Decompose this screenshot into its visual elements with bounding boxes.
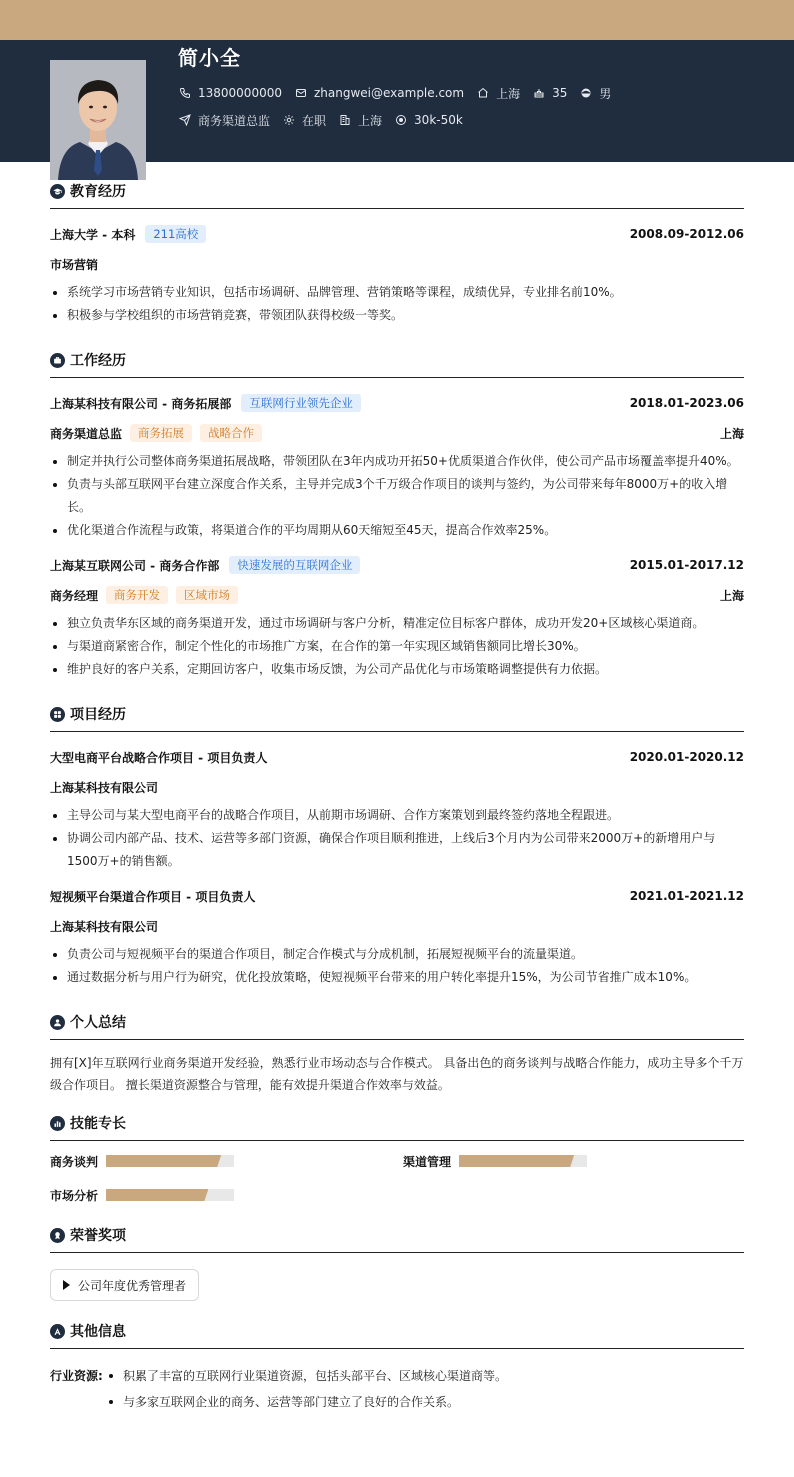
entry-header-row <box>50 748 744 766</box>
list-item: 积累了丰富的互联网行业渠道资源，包括头部平台、区域核心渠道商等。 <box>106 1363 507 1389</box>
list-item: 优化渠道合作流程与政策，将渠道合作的平均周期从60天缩短至45天，提高合作效率25%。 <box>50 519 744 542</box>
list-item: 主导公司与某大型电商平台的战略合作项目，从前期市场调研、合作方案策划到最终签约落地全程跟进。 <box>50 804 744 827</box>
other-header <box>50 1321 744 1349</box>
award-text: 公司年度优秀管理者 <box>78 1278 187 1293</box>
salary-text: 30k-50k <box>414 113 463 127</box>
entry-header-row <box>50 225 744 243</box>
letter-a-icon <box>50 1324 65 1339</box>
awards-header <box>50 1225 744 1253</box>
school-tag: 211高校 <box>145 225 206 243</box>
gender-info <box>579 85 611 102</box>
project-name: 短视频平台渠道合作项目 - 项目负责人 <box>50 889 256 904</box>
section-title: 技能专长 <box>70 1116 126 1132</box>
role-tag: 区域市场 <box>176 586 238 604</box>
project-org: 上海某科技有限公司 <box>50 780 159 795</box>
role-tag: 商务开发 <box>106 586 168 604</box>
list-item: 与多家互联网企业的商务、运营等部门建立了良好的合作关系。 <box>106 1389 507 1415</box>
summary-section <box>50 1012 744 1096</box>
entry-city: 上海 <box>719 426 744 441</box>
list-item: 通过数据分析与用户行为研究，优化投放策略，使短视频平台带来的用户转化率提升15%，为公司节省推广成本10%。 <box>50 966 744 989</box>
skills-grid <box>50 1151 744 1205</box>
email-info <box>294 86 464 100</box>
list-item: 系统学习市场营销专业知识，包括市场调研、品牌管理、营销策略等课程，成绩优异，专业排名前10%。 <box>50 281 744 304</box>
project-name: 大型电商平台战略合作项目 - 项目负责人 <box>50 750 268 765</box>
entry-header-row <box>50 394 744 412</box>
other-bullets <box>106 1363 507 1415</box>
skill-bar-fill <box>106 1189 208 1201</box>
send-icon <box>178 113 192 127</box>
section-title: 教育经历 <box>70 184 126 200</box>
resume-body <box>50 162 744 1415</box>
contact-row <box>178 84 623 102</box>
entry-bullets <box>50 804 744 873</box>
award-icon <box>50 1228 65 1243</box>
list-item: 负责公司与短视频平台的渠道合作项目，制定合作模式与分成机制，拓展短视频平台的流量渠道。 <box>50 943 744 966</box>
skill-bar <box>106 1155 234 1167</box>
list-item: 制定并执行公司整体商务渠道拓展战略，带领团队在3年内成功开拓50+优质渠道合作伙伴，使公司产品市场覆盖率提升40%。 <box>50 450 744 473</box>
briefcase-icon <box>50 353 65 368</box>
entry-bullets <box>50 450 744 542</box>
age-info <box>532 86 567 100</box>
entry-header-row <box>50 887 744 905</box>
skill-bar-fill <box>459 1155 574 1167</box>
email-text[interactable]: zhangwei@example.com <box>313 86 465 100</box>
list-item: 协调公司内部产品、技术、运营等多部门资源，确保合作项目顺利推进，上线后3个月内为公司带来2000万+的新增用户与1500万+的销售额。 <box>50 827 744 873</box>
user-icon <box>50 1015 65 1030</box>
school-name: 上海大学 - 本科 <box>50 227 136 242</box>
entry-bullets <box>50 281 744 327</box>
skill-item <box>50 1151 403 1171</box>
top-accent-band <box>0 0 794 40</box>
gender-icon <box>579 86 593 100</box>
project-org: 上海某科技有限公司 <box>50 919 159 934</box>
city-info <box>338 112 382 129</box>
summary-header <box>50 1012 744 1040</box>
list-item: 积极参与学校组织的市场营销竞赛，带领团队获得校级一等奖。 <box>50 304 744 327</box>
entry-sub-row <box>50 778 744 796</box>
other-info <box>50 1363 744 1415</box>
skill-name: 渠道管理 <box>403 1154 452 1169</box>
position-text: 商务渠道总监 <box>198 113 271 128</box>
list-item: 与渠道商紧密合作，制定个性化的市场推广方案，在合作的第一年实现区域销售额同比增长30%。 <box>50 635 744 658</box>
company-name: 上海某科技有限公司 - 商务拓展部 <box>50 396 232 411</box>
skills-section <box>50 1113 744 1205</box>
location-info <box>476 85 520 102</box>
building-icon <box>338 113 352 127</box>
entry-date: 2021.01-2021.12 <box>629 889 744 903</box>
section-title: 其他信息 <box>70 1324 126 1340</box>
age-text: 35 <box>552 86 568 100</box>
work-header <box>50 350 744 378</box>
entry-sub-row <box>50 586 744 604</box>
skill-item <box>403 1151 744 1171</box>
project-entry <box>50 748 744 873</box>
entry-sub-row <box>50 424 744 442</box>
major-name: 市场营销 <box>50 257 99 272</box>
skill-item <box>50 1185 403 1205</box>
entry-bullets <box>50 943 744 989</box>
job-intent-row <box>178 111 475 129</box>
work-section <box>50 350 744 681</box>
project-entry <box>50 887 744 989</box>
company-tag: 互联网行业领先企业 <box>241 394 361 412</box>
section-title: 工作经历 <box>70 353 126 369</box>
entry-bullets <box>50 612 744 681</box>
salary-info <box>394 113 463 127</box>
section-title: 荣誉奖项 <box>70 1228 126 1244</box>
skill-bar-fill <box>106 1155 221 1167</box>
location-text: 上海 <box>496 86 521 101</box>
profile-header <box>0 40 794 162</box>
position-info <box>178 112 270 129</box>
role-tag: 战略合作 <box>200 424 262 442</box>
entry-city: 上海 <box>719 588 744 603</box>
education-section <box>50 181 744 327</box>
role-tag: 商务拓展 <box>130 424 192 442</box>
cake-icon <box>532 86 546 100</box>
bar-chart-icon <box>50 1116 65 1131</box>
skill-name: 市场分析 <box>50 1188 99 1203</box>
grid-icon <box>50 707 65 722</box>
skill-name: 商务谈判 <box>50 1154 99 1169</box>
role-name: 商务渠道总监 <box>50 426 123 441</box>
entry-date: 2008.09-2012.06 <box>629 227 744 241</box>
triangle-right-icon <box>63 1280 70 1290</box>
projects-section <box>50 704 744 989</box>
entry-header-row <box>50 556 744 574</box>
graduation-cap-icon <box>50 184 65 199</box>
entry-sub-row <box>50 255 744 273</box>
projects-header <box>50 704 744 732</box>
other-label: 行业资源: <box>50 1369 103 1383</box>
status-text: 在职 <box>302 113 327 128</box>
section-title: 项目经历 <box>70 707 126 723</box>
work-entry <box>50 394 744 542</box>
phone-text[interactable]: 13800000000 <box>198 86 282 100</box>
coin-icon <box>394 113 408 127</box>
skill-bar <box>459 1155 587 1167</box>
section-title: 个人总结 <box>70 1015 126 1031</box>
education-entry <box>50 225 744 327</box>
skill-bar <box>106 1189 234 1201</box>
awards-section <box>50 1225 744 1301</box>
phone-icon <box>178 86 192 100</box>
list-item: 独立负责华东区域的商务渠道开发，通过市场调研与客户分析，精准定位目标客户群体，成功开发20+区域核心渠道商。 <box>50 612 744 635</box>
gear-icon <box>282 113 296 127</box>
work-entry <box>50 556 744 681</box>
list-item: 维护良好的客户关系，定期回访客户，收集市场反馈，为公司产品优化与市场策略调整提供有力依据。 <box>50 658 744 681</box>
role-name: 商务经理 <box>50 588 99 603</box>
other-section <box>50 1321 744 1415</box>
summary-text: 拥有[X]年互联网行业商务渠道开发经验，熟悉行业市场动态与合作模式。 具备出色的商务谈判与战略合作能力，成功主导多个千万级合作项目。 擅长渠道资源整合与管理，能有效提升渠道合作效率与效益。 <box>50 1056 744 1092</box>
gender-text: 男 <box>599 86 612 101</box>
entry-date: 2018.01-2023.06 <box>629 396 744 410</box>
phone-info <box>178 86 282 100</box>
company-name: 上海某互联网公司 - 商务合作部 <box>50 558 220 573</box>
company-tag: 快速发展的互联网企业 <box>229 556 360 574</box>
home-icon <box>476 86 490 100</box>
mail-icon <box>294 86 308 100</box>
list-item: 负责与头部互联网平台建立深度合作关系，主导并完成3个千万级合作项目的谈判与签约，为公司带来每年8000万+的收入增长。 <box>50 473 744 519</box>
award-item[interactable] <box>50 1269 199 1301</box>
candidate-name: 简小全 <box>178 46 241 70</box>
skills-header <box>50 1113 744 1141</box>
status-info <box>282 112 326 129</box>
education-header <box>50 181 744 209</box>
entry-date: 2015.01-2017.12 <box>629 558 744 572</box>
city-text: 上海 <box>358 113 383 128</box>
entry-sub-row <box>50 917 744 935</box>
entry-date: 2020.01-2020.12 <box>629 750 744 764</box>
